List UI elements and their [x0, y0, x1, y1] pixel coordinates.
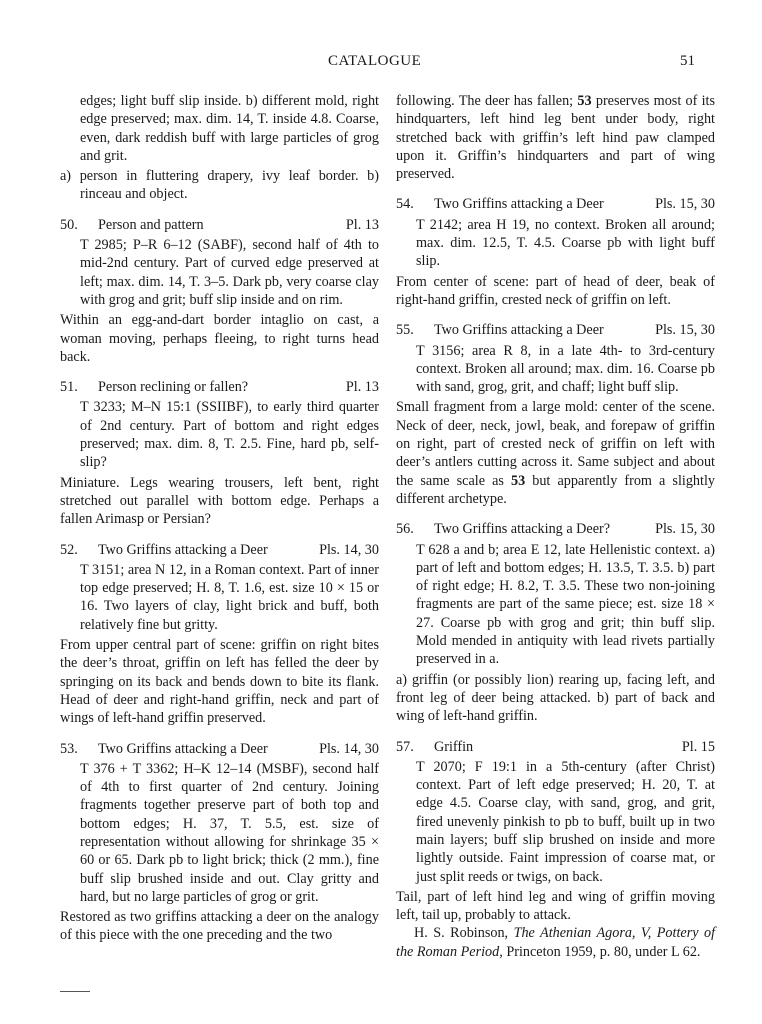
subject-text: preserves most of its hindquarters, left hind leg bent under body, right stretched back with griffin’s left hind paw clamped upon it. Griffin’s hindquarters and part of wing preserved.: [396, 93, 716, 183]
entry-title: Two Griffins attacking a Deer: [434, 196, 604, 213]
entry-cross-reference: 53: [510, 472, 526, 489]
bibliographic-reference: [396, 924, 715, 961]
entry-53-subject-continued: [396, 92, 715, 183]
running-header-title: CATALOGUE: [328, 53, 422, 69]
entry-56-subject: a) griffin (or possibly lion) rearing up, facing left, and front leg of deer being attacked. b) part of back and wing of left-hand griffin.: [396, 671, 715, 725]
entry-55-subject: [396, 398, 715, 508]
entry-title: Two Griffins attacking a Deer?: [434, 521, 611, 538]
entry-number: 54.: [396, 196, 414, 213]
subject-text: Small fragment from a large mold: center of the scene. Neck of deer, neck, jowl, beak, and forepaw of griffin on right, part of crested neck of griffin on left with deer’s antlers cutting across it. Same subject and about the same scale as: [396, 399, 715, 489]
left-column: [60, 92, 379, 945]
entry-title: Two Griffins attacking a Deer: [98, 541, 268, 558]
entry-title: Two Griffins attacking a Deer: [98, 740, 268, 757]
entry-56-heading: [396, 520, 715, 538]
entry-49-description-continued: edges; light buff slip inside. b) different mold, right edge preserved; max. dim. 14, T. inside 4.8. Coarse, even, dark reddish buff with large particles of grog and grit.: [80, 93, 379, 164]
entry-53-heading: [60, 740, 379, 758]
plate-reference: Pls. 15, 30: [655, 322, 715, 339]
entry-53-description: T 376 + T 3362; H–K 12–14 (MSBF), second half of 4th to first quarter of 2nd century. Joining fragments together preserve part of both top and bottom edges; H. 37, T. 5.5, est. size of representation without allowing for shrinkage 35 × 60 or 65. Dark pb to light brick; thick (2 mm.), fine buff slip brushed inside and out. Clay gritty and hard, but no large particles of grog or grit.: [80, 760, 379, 905]
entry-57-description: T 2070; F 19:1 in a 5th-century (after Christ) context. Part of left edge preserved; H. 20, T. at edge 4.5. Coarse clay, with sand, grog, and grit, fired unevenly pinkish to pb to buff, built up in two main layers; buff slip brushed on inside and more lightly outside. Faint impression of coarse mat, or just split reeds or twigs, on back.: [416, 758, 715, 885]
entry-51-heading: [60, 378, 379, 396]
entry-number: 56.: [396, 521, 414, 538]
reference-author: H. S. Robinson,: [414, 925, 509, 942]
right-column: [396, 92, 715, 961]
entry-51-description: T 3233; M–N 15:1 (SSIIBF), to early third quarter of 2nd century. Part of bottom and right edges preserved; max. dim. 8, T. 2.5. Fine, hard pb, self-slip?: [80, 399, 379, 471]
entry-54-subject: From center of scene: part of head of deer, beak of right-hand griffin, crested neck of griffin on left.: [396, 273, 715, 308]
entry-55-description: T 3156; area R 8, in a late 4th- to 3rd-century context. Broken all around; max. dim. 16. Coarse pb with sand, grog, grit, and chaff; light buff slip.: [416, 342, 715, 396]
entry-title: Griffin: [434, 738, 474, 755]
entry-number: 51.: [60, 379, 78, 396]
footnote-rule: [60, 991, 90, 992]
entry-number: 53.: [60, 740, 78, 757]
subject-text: but apparently from a slightly different archetype.: [396, 472, 715, 507]
entry-50-heading: [60, 216, 379, 234]
page-number: 51: [680, 53, 695, 69]
entry-number: 52.: [60, 541, 78, 558]
entry-50-subject: Within an egg-and-dart border intaglio on cast, a woman moving, perhaps fleeing, to right turns head back.: [60, 312, 379, 365]
entry-number: 55.: [396, 322, 414, 339]
plate-reference: Pls. 15, 30: [655, 196, 715, 213]
entry-52-heading: [60, 541, 379, 559]
plate-reference: Pls. 14, 30: [319, 541, 379, 558]
entry-57-heading: [396, 738, 715, 756]
plate-reference: Pl. 15: [681, 738, 715, 755]
subject-text: following. The deer has fallen;: [396, 93, 574, 109]
entry-cross-reference: 53: [577, 93, 592, 109]
entry-title: Two Griffins attacking a Deer: [434, 322, 604, 339]
entry-title: Person and pattern: [98, 216, 204, 233]
entry-54-heading: [396, 195, 715, 213]
plate-reference: Pls. 15, 30: [655, 521, 715, 538]
entry-49-subject-continued: a) person in fluttering drapery, ivy leaf border. b) rinceau and object.: [60, 168, 379, 203]
entry-53-subject: Restored as two griffins attacking a deer on the analogy of this piece with the one preceding and the two: [60, 909, 379, 944]
entry-number: 57.: [396, 738, 414, 755]
entry-52-subject: From upper central part of scene: griffin on right bites the deer’s throat, griffin on left has felled the deer by springing on its back and bends down to bite its flank. Head of deer and right-hand griffin, neck and part of wings of left-hand griffin preserved.: [60, 637, 379, 727]
entry-54-description: T 2142; area H 19, no context. Broken all around; max. dim. 12.5, T. 4.5. Coarse pb with light buff slip.: [416, 216, 715, 270]
entry-50-description: T 2985; P–R 6–12 (SABF), second half of 4th to mid-2nd century. Part of curved edge preserved at left; max. dim. 14, T. 3–5. Dark pb, very coarse clay with grog and grit; buff slip inside and on rim.: [80, 237, 379, 308]
entry-number: 50.: [60, 216, 78, 233]
plate-reference: Pl. 13: [345, 216, 379, 233]
plate-reference: Pl. 13: [345, 379, 379, 396]
reference-details: Princeton 1959, p. 80, under L 62.: [506, 943, 701, 960]
reference-title: The Athenian Agora, V, Pottery of the Roman Period,: [396, 925, 716, 960]
entry-52-description: T 3151; area N 12, in a Roman context. Part of inner top edge preserved; H. 8, T. 1.6, est. size 10 × 15 or 16. Two layers of clay, light brick and buff, both relatively fine but gritty.: [80, 561, 379, 633]
entry-57-subject: Tail, part of left hind leg and wing of griffin moving left, tail up, probably to attack.: [396, 888, 715, 924]
entry-55-heading: [396, 321, 715, 339]
plate-reference: Pls. 14, 30: [319, 740, 379, 757]
entry-51-subject: Miniature. Legs wearing trousers, left bent, right stretched out parallel with bottom edge. Perhaps a fallen Arimasp or Persian?: [60, 474, 379, 528]
entry-title: Person reclining or fallen?: [98, 379, 249, 396]
entry-56-description: T 628 a and b; area E 12, late Hellenistic context. a) part of left and bottom edges; H. 13.5, T. 3.5. b) part of right edge; H. 8.2, T. 3.5. These two non-joining fragments are part of the same piece; est. size 18 × 27. Coarse pb with grog and grit; thin buff slip. Mold mended in antiquity with lead rivets partially preserved in a.: [416, 541, 715, 668]
